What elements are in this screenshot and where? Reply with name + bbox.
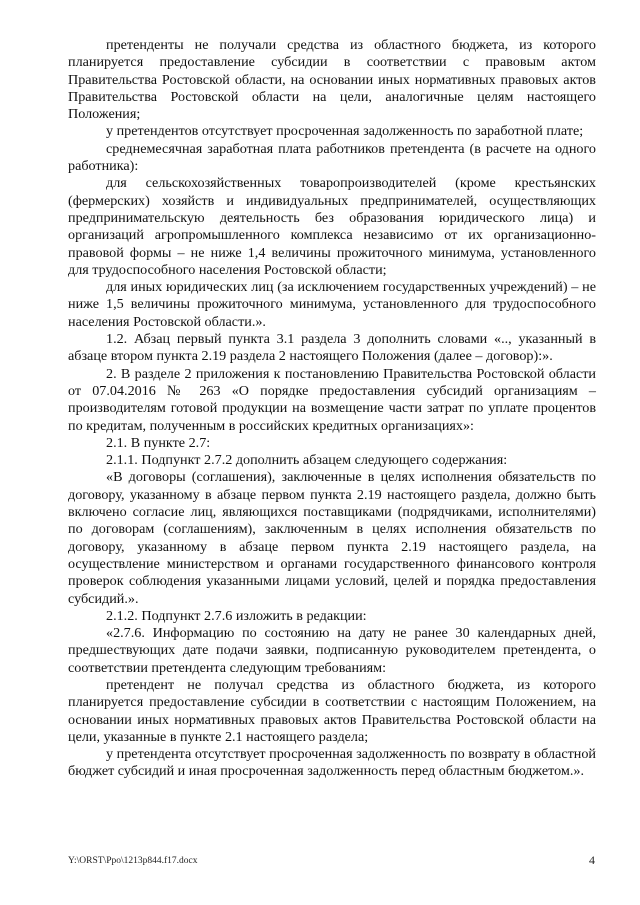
paragraph: у претендентов отсутствует просроченная задолженность по заработной плате; bbox=[106, 123, 584, 140]
paragraph: среднемесячная заработная плата работников претендента (в расчете на одного работника): bbox=[68, 140, 596, 175]
footer-file-path: Y:\ORST\Ppo\1213p844.f17.docx bbox=[68, 856, 198, 866]
paragraph: претендент не получал средства из областного бюджета, из которого планируется предоставление субсидии в соответствии с настоящим Положением, на основании иных нормативных правовых актов Правительства Ростовской области на цели, указанные в пункте 2.1 настоящего раздела; bbox=[68, 676, 596, 745]
paragraph: 1.2. Абзац первый пункта 3.1 раздела 3 дополнить словами «.., указанный в абзаце втором пункта 2.19 раздела 2 настоящего Положения (далее – договор):». bbox=[68, 331, 596, 365]
paragraph: для сельскохозяйственных товаропроизводителей (кроме крестьянских (фермерских) хозяйств и индивидуальных предпринимателей, осуществляющих предпринимательскую деятельность без образования юридического лица) и организаций агропромышленного комплекса независимо от их организационно-правовой формы – не ниже 1,4 величины прожиточного минимума, установленного для трудоспособного населения Ростовской области; bbox=[68, 175, 596, 278]
paragraph: 2.1.2. Подпункт 2.7.6 изложить в редакции: bbox=[106, 607, 367, 624]
page-number: 4 bbox=[589, 853, 595, 867]
paragraph: «2.7.6. Информацию по состоянию на дату не ранее 30 календарных дней, предшествующих дате подачи заявки, подписанную руководителем претендента, о соответствии претендента следующим требованиям: bbox=[68, 625, 596, 676]
paragraph: 2.1. В пункте 2.7: bbox=[106, 434, 211, 451]
paragraph: 2.1.1. Подпункт 2.7.2 дополнить абзацем следующего содержания: bbox=[106, 452, 508, 469]
paragraph: претенденты не получали средства из областного бюджета, из которого планируется предоставление субсидии в соответствии с правовым актом Правительства Ростовской области, на основании иных нормативных правовых актов Правительства Ростовской области на цели, аналогичные целям настоящего Положения; bbox=[68, 37, 596, 123]
paragraph: «В договоры (соглашения), заключенные в целях исполнения обязательств по договору, указанному в абзаце первом пункта 2.19 настоящего раздела, должно быть включено согласие лиц, являющихся поставщиками (подрядчиками, исполнителями) по договорам (соглашениям), заключенным в целях исполнения обязательств по договору, указанному в абзаце первом пункта 2.19 настоящего раздела, на осуществление министерством и органами государственного финансового контроля проверок соблюдения указанными лицами условий, целей и порядка предоставления субсидий.». bbox=[68, 469, 596, 607]
document-body bbox=[68, 37, 596, 781]
paragraph: у претендента отсутствует просроченная задолженность по возврату в областной бюджет субсидий и иная просроченная задолженность перед областным бюджетом.». bbox=[68, 746, 596, 780]
paragraph: для иных юридических лиц (за исключением государственных учреждений) – не ниже 1,5 величины прожиточного минимума, установленного для трудоспособного населения Ростовской области.». bbox=[68, 279, 596, 330]
paragraph: 2. В разделе 2 приложения к постановлению Правительства Ростовской области от 07.04.2016 № 263 «О порядке предоставления субсидий организациям – производителям готовой продукции на возмещение части затрат по уплате процентов по кредитам, полученным в российских кредитных организациях»: bbox=[68, 365, 596, 434]
